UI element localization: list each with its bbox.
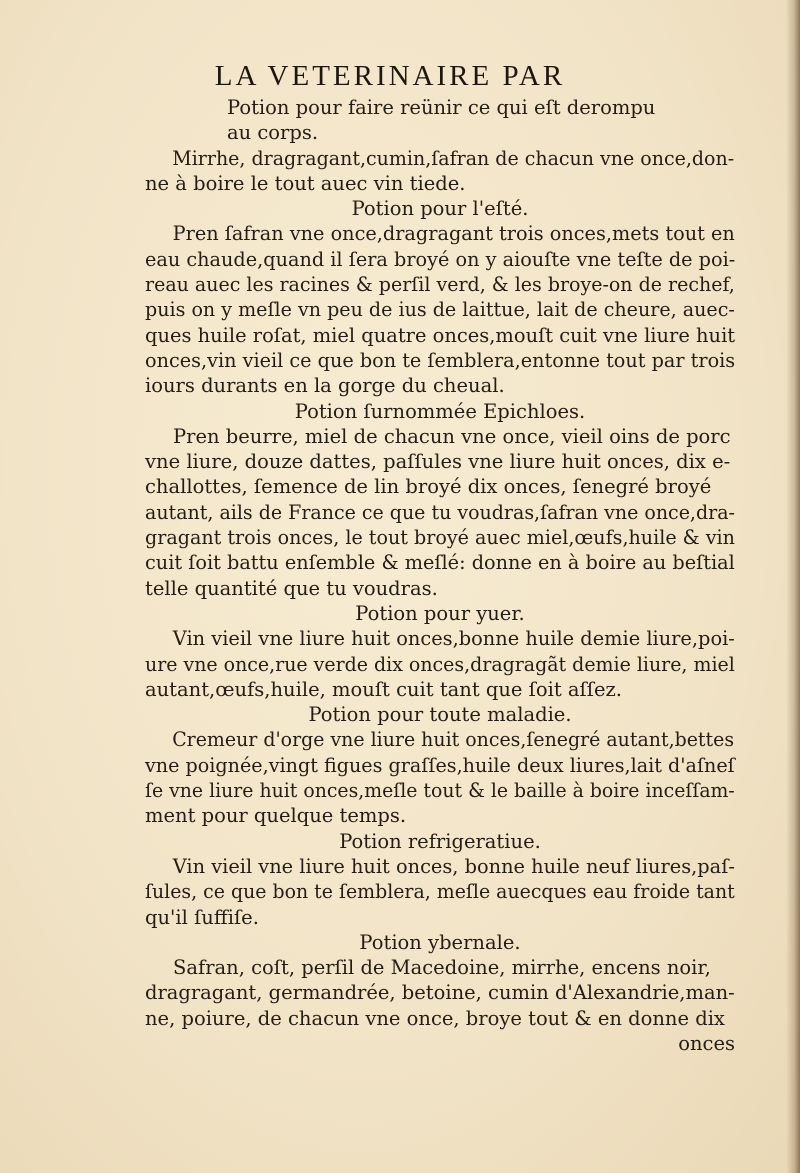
paragraph-first-line: Pren ſafran vne once,dragragant trois onces,mets tout en [172,222,735,246]
text-line: onces,vin vieil ce que bon te ſemblera,entonne tout par trois [145,348,736,372]
text-line: iours durants en la gorge du cheual. [145,374,505,398]
section-heading: Potion pour yuer. [355,601,525,625]
text-line: vne liure, douze dattes, paſſules vne liure huit onces, dix e- [145,450,731,474]
text-line: gragant trois onces, le tout broyé auec miel,œufs,huile & vin [145,526,735,550]
section-heading: Potion pour toute maladie. [308,703,572,727]
page-edge-shadow [786,0,800,1173]
text-line: dragragant, germandrée, betoine, cumin d'Alexandrie,man- [145,981,735,1005]
section-heading: Potion ſurnommée Epichloes. [294,399,586,423]
paragraph-first-line: Cremeur d'orge vne liure huit onces,ſenegré autant,bettes [172,728,735,752]
text-line: ure vne once,rue verde dix onces,dragragãt demie liure, miel [145,652,735,676]
text-line: autant,œufs,huile, mouſt cuit tant que ſoit aſſez. [145,677,622,701]
body-text [145,95,735,1056]
text-line: challottes, ſemence de lin broyé dix onces, ſenegré broyé [145,475,712,499]
section-heading: Potion pour l'eſté. [351,197,529,221]
paragraph-first-line: Pren beurre, miel de chacun vne once, vieil oins de porc [173,424,731,448]
text-line: vne poignée,vingt figues graſſes,huile deux liures,lait d'aſneſ [145,753,735,777]
section-heading: Potion ybernale. [359,930,521,954]
text-line: puis on y meſle vn peu de ius de laittue, lait de cheure, auec- [145,298,735,322]
text-line: ſules, ce que bon te ſemblera, meſle auecques eau froide tant [145,880,735,904]
text-line: telle quantité que tu voudras. [145,576,438,600]
text-line: ne, poiure, de chacun vne once, broye tout & en donne dix [145,1006,725,1030]
catchword: onces [678,1031,735,1055]
text-line: ne à boire le tout auec vin tiede. [145,171,466,195]
section-heading: Potion refrigeratiue. [339,829,541,853]
paragraph-first-line: Safran, coſt, perſil de Macedoine, mirrhe, encens noir, [173,956,711,980]
paragraph-first-line: Vin vieil vne liure huit onces, bonne huile neuf liures,paſ- [172,854,735,878]
text-line: autant, ails de France ce que tu voudras,ſafran vne once,dra- [145,500,735,524]
text-line: cuit ſoit battu enſemble & meſlé: donne en à boire au beſtial [145,551,735,575]
text-line: ques huile roſat, miel quatre onces,mouſt cuit vne liure huit [145,323,736,347]
paragraph-first-line: Mirrhe, dragragant,cumin,ſafran de chacun vne once,don- [172,146,735,170]
paragraph-first-line: Vin vieil vne liure huit onces,bonne huile demie liure,poi- [172,627,735,651]
text-line: reau auec les racines & perſil verd, & les broye-on de rechef, [145,273,735,297]
text-line: eau chaude,quand il ſera broyé on y aiouſte vne teſte de poi- [145,247,736,271]
text-line: ment pour quelque temps. [145,804,407,828]
section-heading: Potion pour faire reünir ce qui eſt derompu [227,96,656,119]
text-line: qu'il ſuffiſe. [145,905,259,929]
section-heading-continued: au corps. [227,121,319,145]
running-header: LA VETERINAIRE PAR [214,60,566,92]
text-line: ſe vne liure huit onces,meſle tout & le baille à boire inceſſam- [145,779,735,803]
